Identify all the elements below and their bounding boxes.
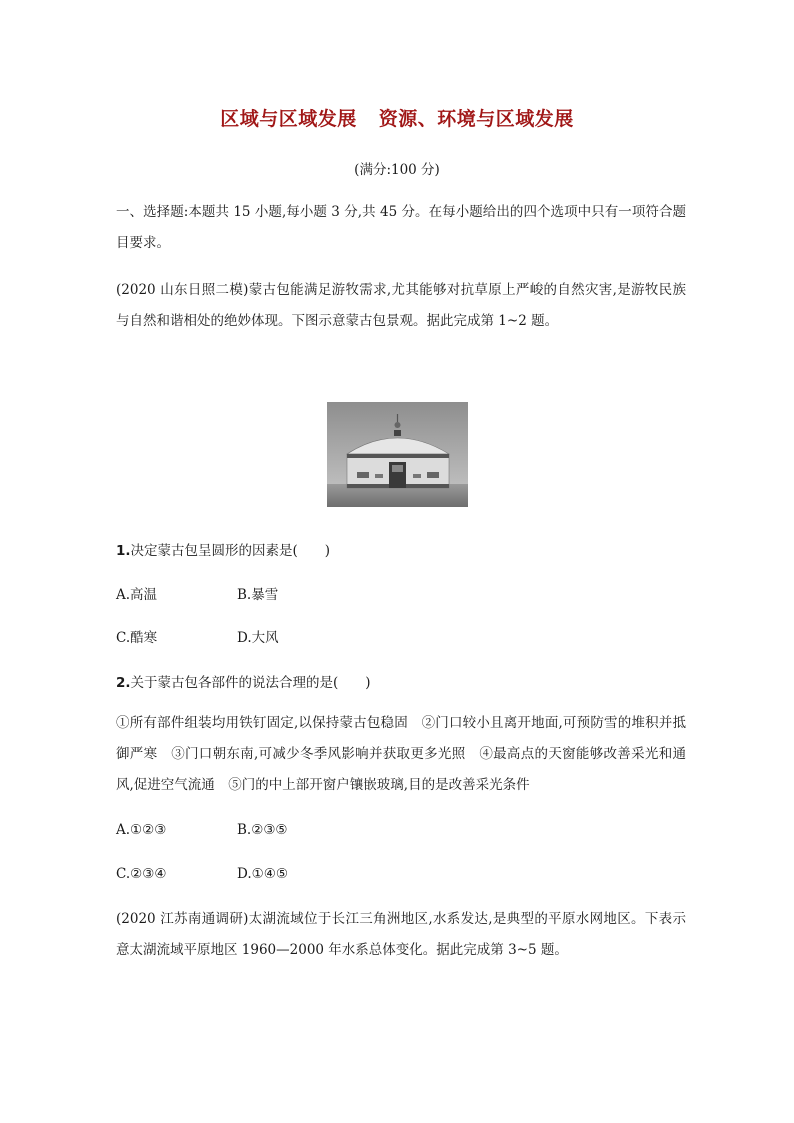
- q2-option-c: [116, 866, 166, 882]
- page-title: [0, 104, 794, 131]
- option-letter: A.: [116, 822, 131, 838]
- option-letter: A.: [116, 587, 131, 603]
- yurt-photo: [327, 402, 468, 507]
- section-intro: 一、选择题:本题共 15 小题,每小题 3 分,共 45 分。在每小题给出的四个选项中只有一项符合题目要求。: [116, 204, 686, 251]
- option-text: ②③⑤: [251, 822, 288, 838]
- option-text: 高温: [130, 587, 158, 603]
- q1-option-d: [237, 626, 279, 646]
- question-1: [116, 539, 330, 559]
- option-text: ①④⑤: [251, 866, 288, 882]
- option-letter: D.: [237, 866, 252, 882]
- option-text: 大风: [251, 630, 279, 646]
- option-letter: C.: [116, 630, 131, 646]
- q1-option-c: [116, 626, 157, 646]
- option-text: 暴雪: [251, 587, 279, 603]
- question-1-number: 1.: [116, 543, 131, 559]
- question-2-number: 2.: [116, 675, 131, 691]
- option-text: ②③④: [130, 866, 167, 882]
- option-letter: C.: [116, 866, 131, 882]
- option-letter: B.: [237, 822, 252, 838]
- q2-option-d: [237, 866, 288, 882]
- question-2: [116, 671, 371, 691]
- option-text: ①②③: [130, 822, 167, 838]
- q1-option-b: [237, 583, 278, 603]
- passage-1: (2020 山东日照二模)蒙古包能满足游牧需求,尤其能够对抗草原上严峻的自然灾害,是游牧民族与自然和谐相处的绝妙体现。下图示意蒙古包景观。据此完成第 1~2 题。: [116, 282, 686, 329]
- option-text: 酷寒: [130, 630, 158, 646]
- title-part-1: 区域与区域发展: [220, 108, 357, 130]
- option-letter: D.: [237, 630, 252, 646]
- question-2-statements: ①所有部件组装均用铁钉固定,以保持蒙古包稳固 ②门口较小且离开地面,可预防雪的堆积并抵御严寒 ③门口朝东南,可减少冬季风影响并获取更多光照 ④最高点的天窗能够改善采光和通风,促进空气流通 ⑤门的中上部开窗户镶嵌玻璃,目的是改善采光条件: [116, 715, 686, 793]
- option-letter: B.: [237, 587, 252, 603]
- q1-option-a: [116, 583, 157, 603]
- title-part-2: 资源、环境与区域发展: [378, 108, 574, 130]
- q2-option-b: [237, 822, 288, 838]
- q2-option-a: [116, 822, 166, 838]
- full-score: (满分:100 分): [354, 162, 440, 178]
- question-1-stem: 决定蒙古包呈圆形的因素是( ): [130, 543, 331, 559]
- passage-2: (2020 江苏南通调研)太湖流域位于长江三角洲地区,水系发达,是典型的平原水网地区。下表示意太湖流域平原地区 1960—2000 年水系总体变化。据此完成第 3~5 题。: [116, 911, 686, 958]
- question-2-stem: 关于蒙古包各部件的说法合理的是( ): [130, 675, 371, 691]
